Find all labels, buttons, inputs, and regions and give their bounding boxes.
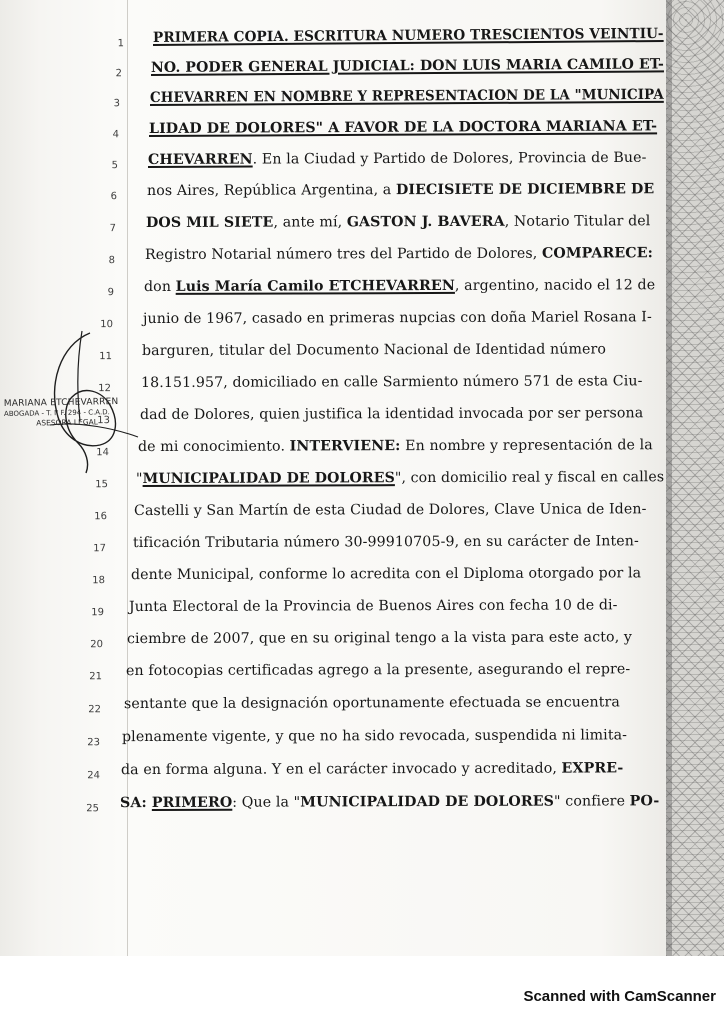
line-text bbox=[141, 373, 643, 391]
line-number: 2 bbox=[115, 68, 123, 80]
line-text bbox=[146, 213, 651, 231]
security-pattern-border bbox=[666, 0, 724, 956]
line-text bbox=[134, 501, 647, 519]
line-text bbox=[126, 661, 630, 679]
line-number: 4 bbox=[112, 129, 120, 141]
deed-line bbox=[0, 403, 724, 436]
stamp-title: ASESORA LEGAL bbox=[36, 417, 99, 428]
text-segment: . En la Ciudad y Partido de Dolores, Provincia de Bue- bbox=[252, 149, 647, 168]
line-text bbox=[142, 341, 606, 359]
line-number: 11 bbox=[99, 351, 113, 363]
text-segment: DIECISIETE DE DICIEMBRE DE bbox=[395, 181, 655, 199]
text-segment: dad de Dolores, quien justifica la identidad invocada por ser persona bbox=[139, 405, 644, 424]
text-segment: Luis María Camilo ETCHEVARREN bbox=[175, 277, 455, 295]
deed-line bbox=[0, 371, 724, 404]
text-segment: CHEVARREN bbox=[147, 151, 253, 169]
deed-line bbox=[0, 435, 724, 468]
line-text bbox=[140, 405, 643, 423]
text-segment: COMPARECE: bbox=[541, 245, 653, 262]
deed-line bbox=[0, 659, 724, 692]
line-number: 9 bbox=[107, 287, 115, 299]
line-text bbox=[131, 565, 641, 583]
deed-line bbox=[0, 692, 724, 725]
line-text bbox=[144, 277, 655, 295]
line-number: 10 bbox=[100, 319, 114, 331]
text-segment: , Notario Titular del bbox=[504, 213, 651, 230]
line-text bbox=[153, 26, 664, 46]
line-text bbox=[138, 437, 653, 455]
text-segment: dente Municipal, conforme lo acredita con el Diploma otorgado por la bbox=[130, 565, 642, 584]
line-number: 17 bbox=[93, 543, 107, 555]
text-segment: CHEVARREN EN NOMBRE Y REPRESENTACION DE LA "MUNICIPA bbox=[149, 86, 664, 106]
deed-line bbox=[0, 211, 724, 244]
line-number: 13 bbox=[97, 415, 111, 427]
line-number: 1 bbox=[117, 38, 125, 50]
line-number: 7 bbox=[109, 223, 117, 235]
deed-line bbox=[0, 116, 724, 150]
line-number: 14 bbox=[96, 447, 110, 459]
line-text bbox=[122, 727, 627, 745]
line-number: 3 bbox=[113, 98, 121, 110]
line-text bbox=[151, 56, 664, 76]
deed-line bbox=[0, 725, 724, 758]
text-segment: PRIMERO bbox=[151, 794, 233, 811]
text-segment: LIDAD DE DOLORES" A FAVOR DE LA DOCTORA MARIANA ET- bbox=[148, 118, 658, 138]
text-segment: nos Aires, República Argentina, a bbox=[146, 182, 396, 200]
text-segment: MUNICIPALIDAD DE DOLORES bbox=[142, 470, 395, 488]
line-text bbox=[121, 760, 623, 778]
text-segment: da en forma alguna. Y en el carácter invocado y acreditado, bbox=[120, 760, 562, 779]
text-segment: 18.151.957, domiciliado en calle Sarmiento número 571 de esta Ciu- bbox=[140, 373, 643, 392]
text-segment: Registro Notarial número tres del Partido de Dolores, bbox=[144, 245, 543, 264]
text-segment: EXPRE- bbox=[561, 760, 624, 777]
text-segment: En nombre y representación de la bbox=[400, 437, 653, 455]
line-text bbox=[129, 597, 618, 615]
text-segment: barguren, titular del Documento Nacional de Identidad número bbox=[141, 341, 607, 360]
text-segment: SA: bbox=[119, 794, 152, 812]
text-segment: Castelli y San Martín de esta Ciudad de Dolores, Clave Unica de Iden- bbox=[133, 501, 647, 520]
line-number: 24 bbox=[87, 770, 101, 782]
line-number: 6 bbox=[110, 191, 118, 203]
line-text bbox=[136, 469, 664, 487]
deed-line bbox=[0, 307, 724, 340]
text-segment: GASTON J. BAVERA bbox=[346, 213, 505, 231]
line-text bbox=[120, 793, 659, 811]
text-segment: " confiere bbox=[553, 793, 630, 810]
text-segment: PO- bbox=[629, 793, 660, 810]
line-number: 5 bbox=[111, 160, 119, 172]
camscanner-watermark: Scanned with CamScanner bbox=[523, 988, 716, 1005]
deed-line bbox=[0, 563, 724, 596]
deed-line bbox=[0, 275, 724, 308]
line-number: 15 bbox=[95, 479, 109, 491]
text-segment: junio de 1967, casado en primeras nupcias con doña Mariel Rosana I- bbox=[142, 309, 652, 328]
deed-line bbox=[0, 627, 724, 660]
stamp-registration: ABOGADA - T. II F. 294 - C.A.D. bbox=[3, 408, 110, 419]
deed-line bbox=[0, 179, 724, 212]
line-number: 20 bbox=[90, 639, 104, 651]
text-segment: Junta Electoral de la Provincia de Buenos Aires con fecha 10 de di- bbox=[128, 597, 618, 616]
deed-line bbox=[0, 499, 724, 532]
line-text bbox=[150, 87, 664, 106]
line-text bbox=[127, 629, 632, 647]
line-number: 19 bbox=[91, 607, 105, 619]
line-number: 18 bbox=[92, 575, 106, 587]
deed-line bbox=[0, 791, 724, 824]
line-number: 12 bbox=[98, 383, 112, 395]
deed-line bbox=[0, 758, 724, 791]
text-segment: " bbox=[135, 471, 143, 488]
text-segment: PRIMERA COPIA. ESCRITURA NUMERO TRESCIENTOS VEINTIU- bbox=[152, 25, 664, 46]
text-segment: tificación Tributaria número 30-99910705-9, en su carácter de Inten- bbox=[132, 533, 639, 552]
text-segment: , argentino, nacido el 12 de bbox=[454, 277, 656, 294]
line-number: 23 bbox=[87, 737, 101, 749]
text-segment: en fotocopias certificadas agrego a la presente, asegurando el repre- bbox=[125, 661, 631, 680]
line-text bbox=[147, 181, 654, 199]
deed-line bbox=[0, 467, 724, 500]
line-text bbox=[149, 118, 657, 137]
deed-line bbox=[0, 595, 724, 628]
text-segment: NO. PODER GENERAL JUDICIAL: DON LUIS MARIA CAMILO ET- bbox=[150, 56, 664, 76]
text-segment: de mi conocimiento. bbox=[137, 438, 290, 456]
line-number: 16 bbox=[94, 511, 108, 523]
text-segment: plenamente vigente, y que no ha sido revocada, suspendida ni limita- bbox=[121, 727, 628, 746]
text-segment: MUNICIPALIDAD DE DOLORES bbox=[300, 793, 555, 811]
line-text bbox=[148, 150, 647, 168]
line-text bbox=[133, 533, 639, 551]
line-number: 8 bbox=[108, 255, 116, 267]
line-text bbox=[124, 694, 620, 712]
deed-line bbox=[0, 531, 724, 564]
text-segment: don bbox=[143, 278, 176, 296]
deed-line bbox=[0, 147, 724, 180]
deed-line bbox=[0, 84, 724, 118]
stamp-name: MARIANA ETCHEVARREN bbox=[3, 397, 119, 410]
text-segment: ciembre de 2007, que en su original tengo a la vista para este acto, y bbox=[126, 629, 633, 648]
text-segment: INTERVIENE: bbox=[289, 438, 401, 455]
line-text bbox=[145, 245, 653, 263]
deed-line bbox=[0, 54, 724, 89]
text-segment: DOS MIL SIETE bbox=[145, 214, 274, 232]
text-segment: , ante mí, bbox=[273, 214, 347, 231]
line-number: 25 bbox=[86, 803, 100, 815]
deed-line bbox=[0, 339, 724, 372]
text-segment: sentante que la designación oportunamente efectuada se encuentra bbox=[123, 694, 621, 713]
line-number: 21 bbox=[89, 671, 103, 683]
text-segment: : Que la " bbox=[232, 794, 301, 811]
line-number: 22 bbox=[88, 704, 102, 716]
text-segment: ", con domicilio real y fiscal en calles bbox=[394, 469, 665, 487]
line-text bbox=[143, 309, 652, 327]
deed-line bbox=[0, 243, 724, 276]
